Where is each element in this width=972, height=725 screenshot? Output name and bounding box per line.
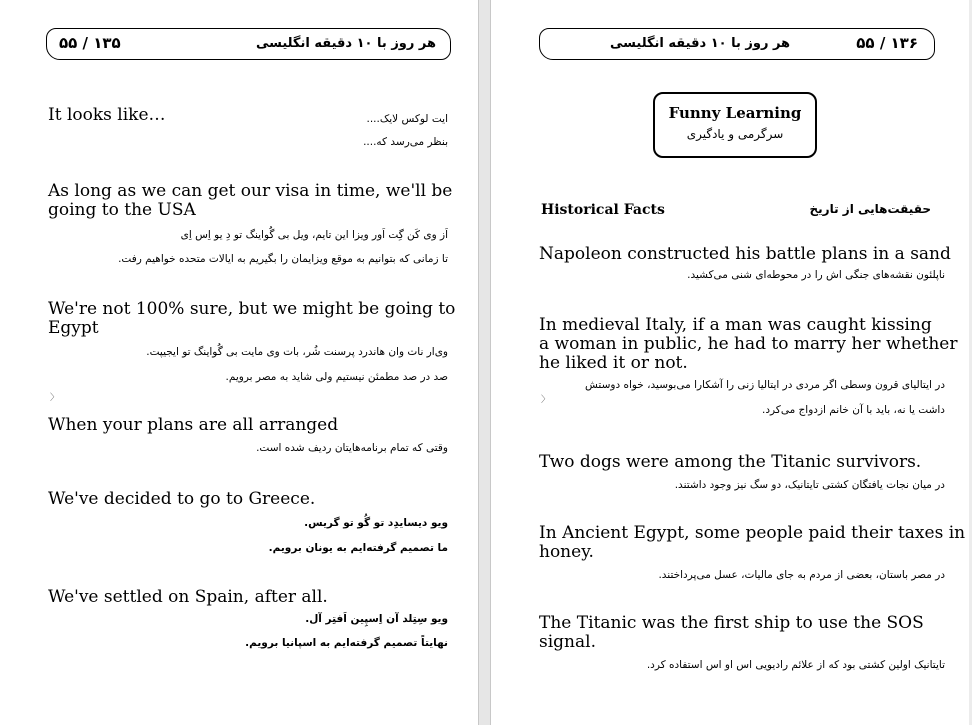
entry-persian-translation: بنظر می‌رسد که....	[363, 136, 448, 148]
page-number: ۱۳۵ / ۵۵	[59, 34, 121, 52]
entry-english: Napoleon constructed his battle plans in a sand	[539, 244, 951, 264]
entry-english: We're not 100% sure, but we might be going to	[48, 299, 456, 319]
right-page	[490, 0, 969, 725]
left-page-header	[46, 28, 451, 60]
entry-english: It looks like…	[48, 105, 166, 125]
entry-persian-pronunciation: ویو دیسایدِد تو گُو تو گریس.	[304, 517, 448, 529]
entry-english: When your plans are all arranged	[48, 415, 339, 435]
book-gutter	[479, 0, 490, 725]
entry-persian-translation: در میان نجات یافتگان کشتی تایتانیک، دو سگ نیز وجود داشتند.	[674, 479, 945, 491]
funny-learning-title: Funny Learning	[668, 104, 802, 122]
entry-persian-translation: در ایتالیای قرون وسطی اگر مردی در ایتالیا زنی را آشکارا می‌بوسید، خواه دوستش	[585, 379, 945, 391]
entry-persian-translation: در مصر باستان، بعضی از مردم به جای مالیات، عسل می‌پرداختند.	[658, 569, 945, 581]
entry-english: he liked it or not.	[539, 353, 688, 373]
entry-english: We've decided to go to Greece.	[48, 489, 316, 509]
section-title-persian: حقیقت‌هایی از تاریخ	[809, 202, 931, 216]
entry-persian-translation: ناپلئون نقشه‌های جنگی اش را در محوطه‌ای شنی می‌کشید.	[687, 269, 945, 281]
funny-learning-box	[653, 92, 817, 158]
entry-english: honey.	[539, 542, 594, 562]
entry-english: As long as we can get our visa in time, we'll be	[48, 181, 453, 201]
right-page-header	[539, 28, 935, 60]
stray-mark: 〉	[541, 395, 551, 405]
entry-english: going to the USA	[48, 200, 196, 220]
entry-english: We've settled on Spain, after all.	[48, 587, 328, 607]
entry-english: In medieval Italy, if a man was caught kissing	[539, 315, 932, 335]
section-title-english: Historical Facts	[541, 202, 665, 218]
entry-persian-translation: تا زمانی که بتوانیم به موقع ویزایمان را بگیریم به ایالات متحده خواهیم رفت.	[118, 253, 448, 265]
entry-persian-translation: داشت یا نه، باید با آن خانم ازدواج می‌کرد.	[762, 404, 945, 416]
page-number: ۱۳۶ / ۵۵	[856, 34, 918, 52]
entry-english: a woman in public, he had to marry her whether	[539, 334, 958, 354]
funny-learning-subtitle: سرگرمی و یادگیری	[686, 127, 784, 141]
entry-english: In Ancient Egypt, some people paid their taxes in	[539, 523, 966, 543]
header-title: هر روز با ۱۰ دقیقه انگلیسی	[610, 36, 791, 51]
entry-persian-translation: ما تصمیم گرفته‌ایم به یونان برویم.	[268, 542, 448, 554]
entry-persian-pronunciation: ایت لوکس لایک....	[366, 113, 448, 125]
header-title: هر روز با ۱۰ دقیقه انگلیسی	[255, 36, 436, 51]
entry-persian-pronunciation: وی‌ار نات وان هاندرد پرسنت شُر، بات وی مایت بی گُواینگ تو ایجیپت.	[146, 346, 448, 358]
left-page	[0, 0, 479, 725]
entry-persian-pronunciation: اَز وی کَن گِت اَور ویزا این تایم، ویل بی گُواینگ تو دِ یو اِس اِی	[180, 229, 448, 241]
entry-persian-translation: وقتی که تمام برنامه‌هایتان ردیف شده است.	[256, 442, 448, 454]
entry-persian-pronunciation: ویو سِتِلد آن اِسپِین اَفتِر آل.	[305, 613, 448, 625]
entry-persian-translation: تایتانیک اولین کشتی بود که از علائم رادیویی اس او اس استفاده کرد.	[646, 659, 945, 671]
entry-persian-translation: صد در صد مطمئن نیستیم ولی شاید به مصر برویم.	[225, 371, 448, 383]
entry-english: The Titanic was the first ship to use the SOS	[539, 613, 924, 633]
entry-english: Egypt	[48, 318, 99, 338]
stray-mark: 〉	[50, 393, 60, 403]
entry-english: Two dogs were among the Titanic survivors.	[539, 452, 922, 472]
entry-english: signal.	[539, 632, 596, 652]
entry-persian-translation: نهایتاً تصمیم گرفته‌ایم به اسپانیا برویم.	[245, 637, 448, 649]
